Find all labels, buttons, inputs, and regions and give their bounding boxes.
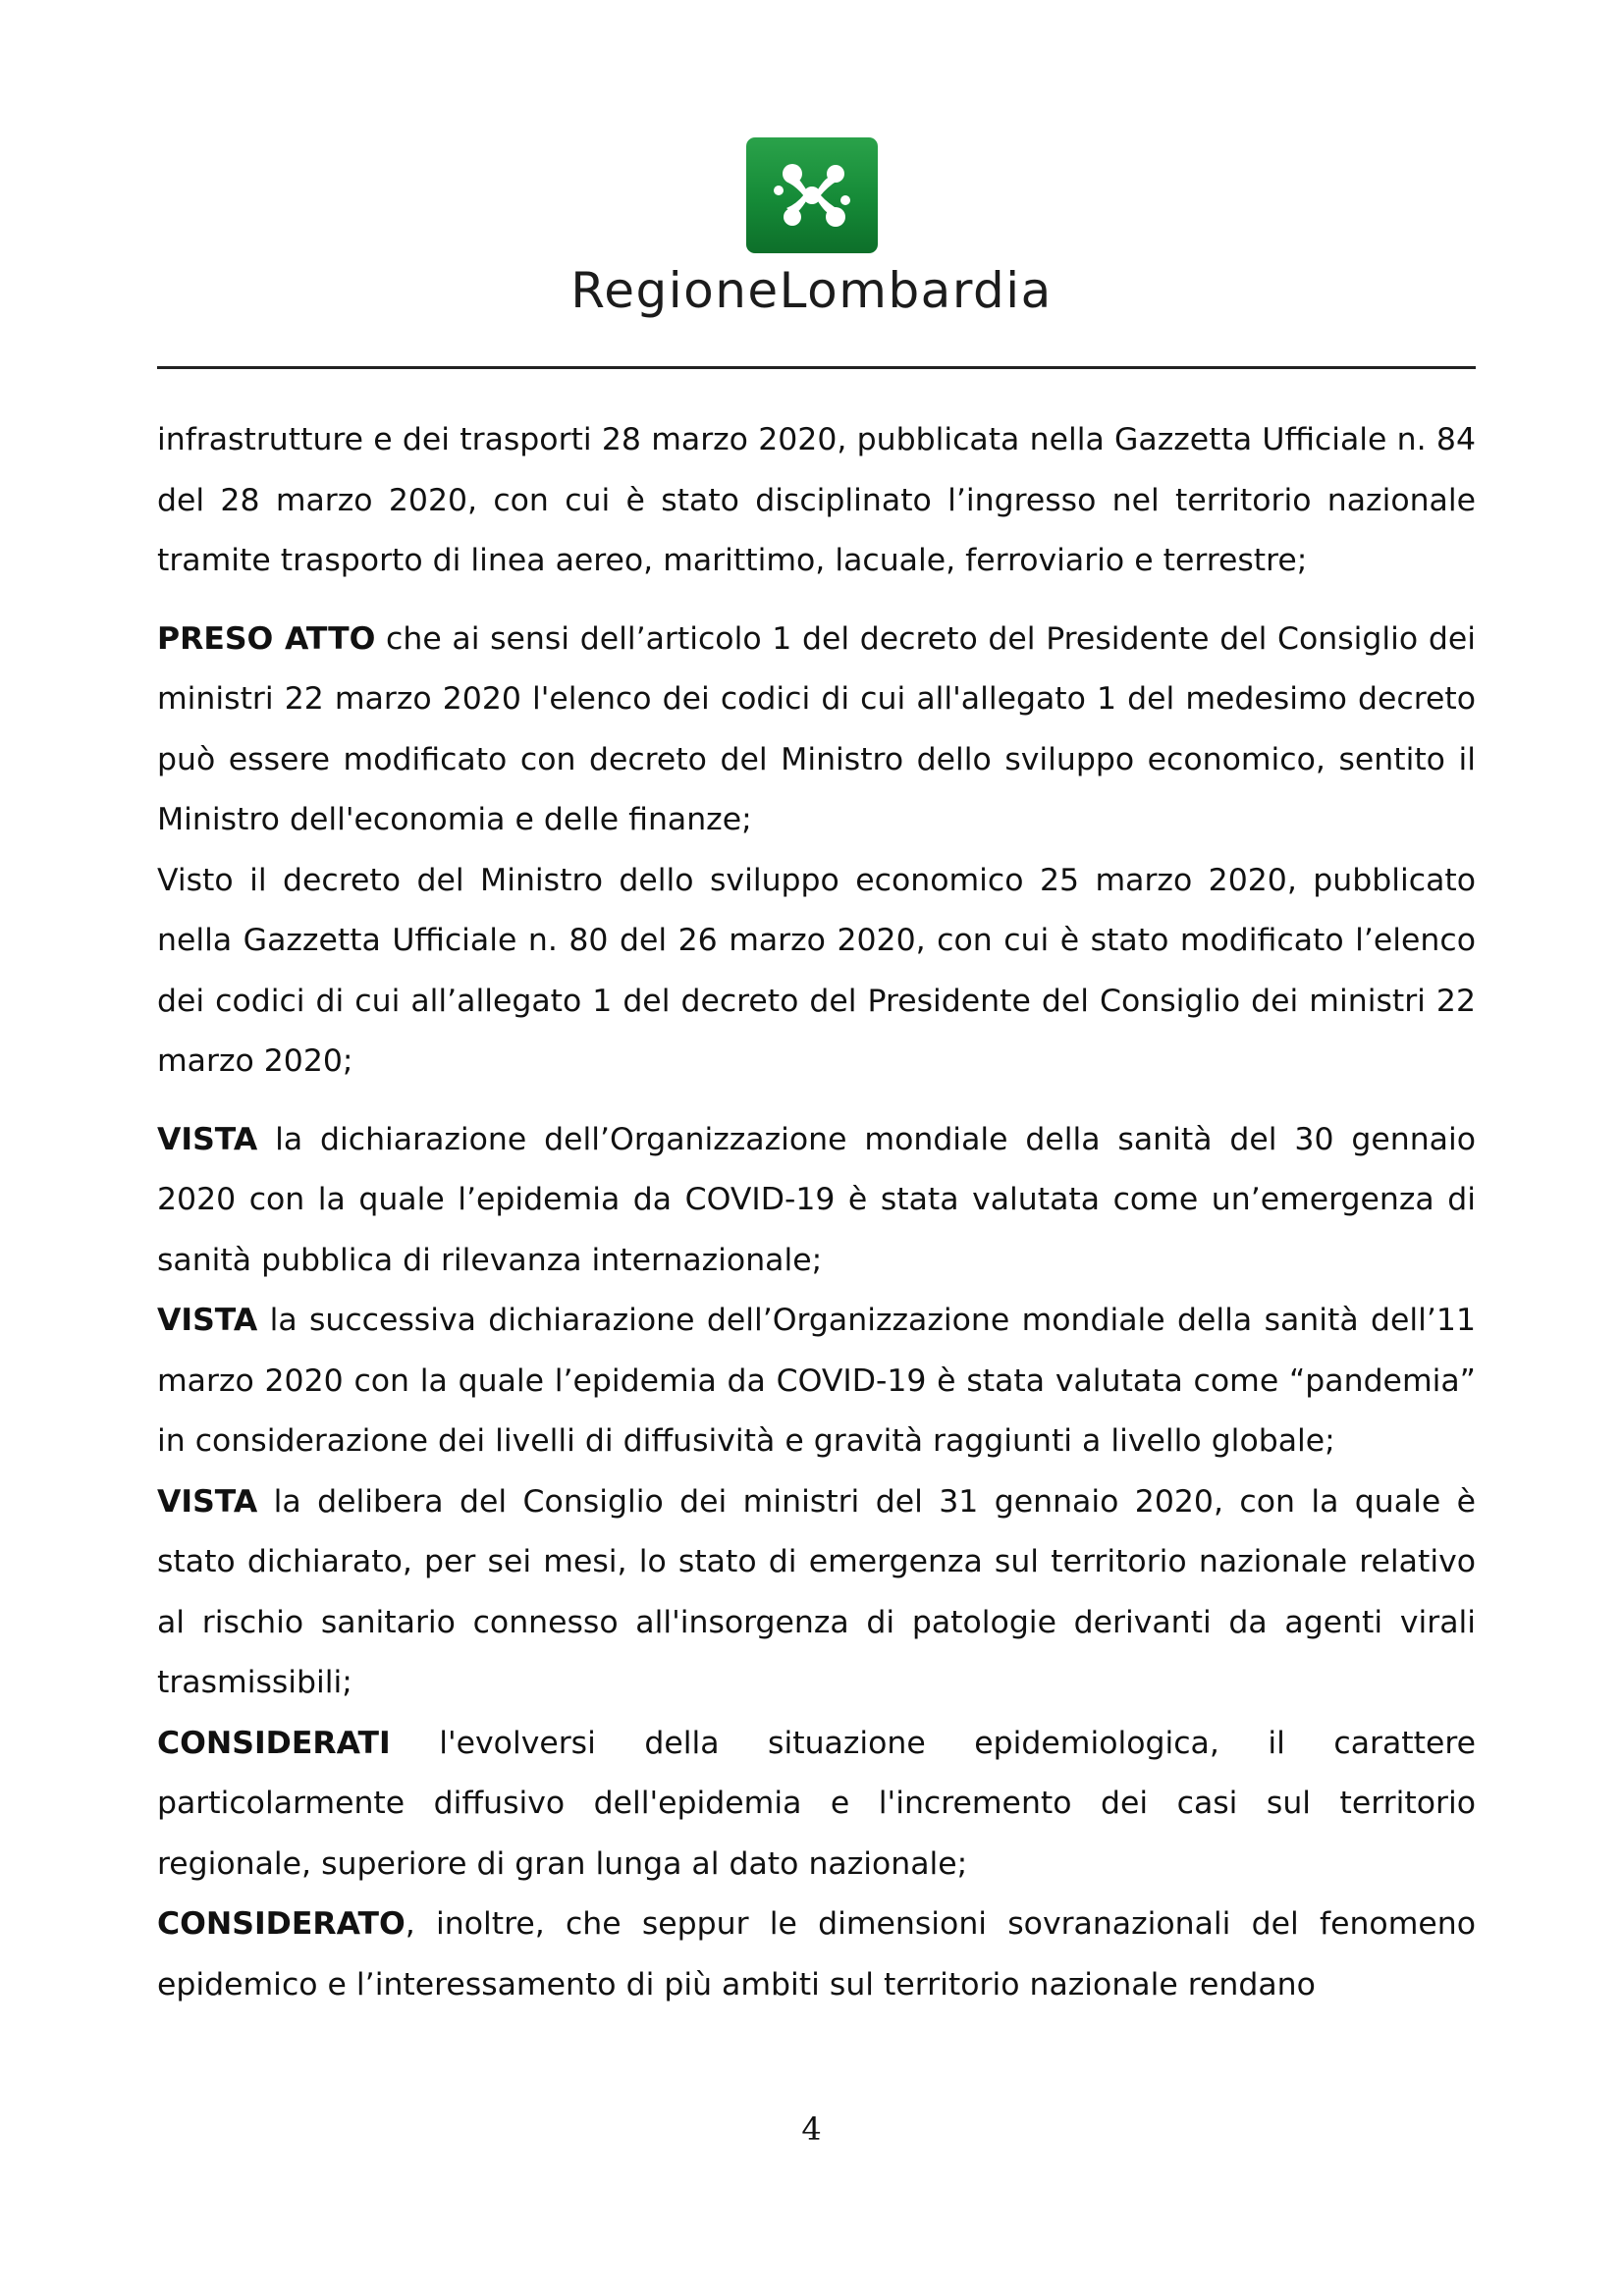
paragraph: CONSIDERATO, inoltre, che seppur le dimensioni sovranazionali del fenomeno epidemico e l’interessamento di più ambiti sul territorio nazionale rendano: [157, 1906, 1476, 2002]
paragraph: Visto il decreto del Ministro dello sviluppo economico 25 marzo 2020, pubblicato nella Gazzetta Ufficiale n. 80 del 26 marzo 2020, con cui è stato modificato l’elenco dei codici di cui all’allegato 1 del decreto del Presidente del Consiglio dei ministri 22 marzo 2020;: [157, 862, 1476, 1079]
paragraph: infrastrutture e dei trasporti 28 marzo 2020, pubblicata nella Gazzetta Ufficiale n. 84 del 28 marzo 2020, con cui è stato disciplinato l’ingresso nel territorio nazionale tramite trasporto di linea aereo, marittimo, lacuale, ferroviario e terrestre;: [157, 422, 1476, 578]
document-body: [157, 410, 1476, 2015]
paragraph: VISTA la dichiarazione dell’Organizzazione mondiale della sanità del 30 gennaio 2020 con la quale l’epidemia da COVID-19 è stata valutata come un’emergenza di sanità pubblica di rilevanza internazionale;: [157, 1121, 1476, 1278]
paragraph: VISTA la delibera del Consiglio dei ministri del 31 gennaio 2020, con la quale è stato dichiarato, per sei mesi, lo stato di emergenza sul territorio nazionale relativo al rischio sanitario connesso all'insorgenza di patologie derivanti da agenti virali trasmissibili;: [157, 1483, 1476, 1700]
page-number: 4: [801, 2110, 822, 2148]
header-logo: [0, 137, 1623, 320]
paragraph: CONSIDERATI l'evolversi della situazione epidemiologica, il carattere particolarmente diffusivo dell'epidemia e l'incremento dei casi sul territorio regionale, superiore di gran lunga al dato nazionale;: [157, 1725, 1476, 1882]
rosa-camuna-icon: [746, 137, 878, 253]
header-divider: [157, 366, 1476, 369]
paragraph: VISTA la successiva dichiarazione dell’Organizzazione mondiale della sanità dell’11 marzo 2020 con la quale l’epidemia da COVID-19 è stata valutata come “pandemia” in considerazione dei livelli di diffusività e gravità raggiunti a livello globale;: [157, 1303, 1476, 1459]
logo-wordmark: RegioneLombardia: [570, 262, 1053, 319]
paragraph: PRESO ATTO che ai sensi dell’articolo 1 del decreto del Presidente del Consiglio dei ministri 22 marzo 2020 l'elenco dei codici di cui all'allegato 1 del medesimo decreto può essere modificato con decreto del Ministro dello sviluppo economico, sentito il Ministro dell'economia e delle finanze;: [157, 620, 1477, 837]
